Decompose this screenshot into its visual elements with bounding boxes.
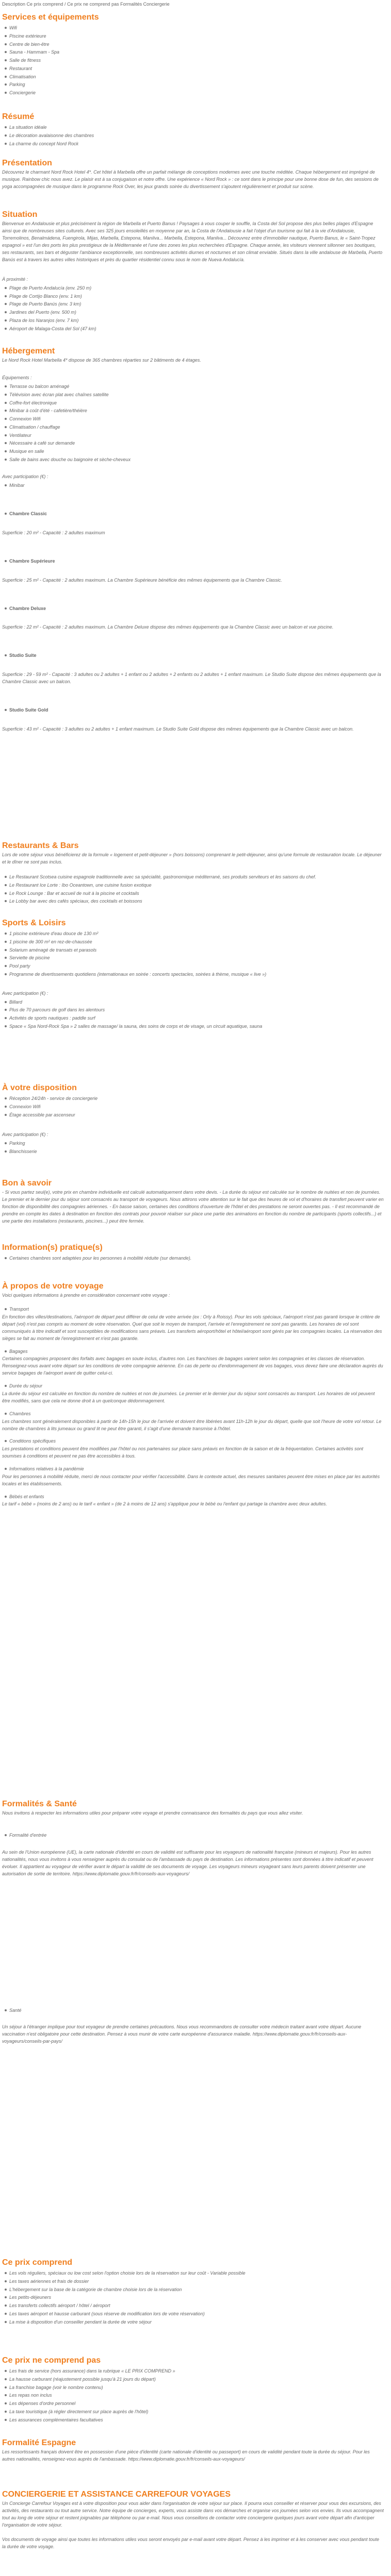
room-desc: Superficie : 29 - 59 m² - Capacité : 3 adultes ou 2 adultes + 1 enfant ou 2 adultes + 2 enfants ou 2 adultes + 1 enfant maximum. Le Studio Suite dispose des mêmes équipements que la Chambre Classic avec un balcon. [2,672,381,684]
restaurant-item: Le Rock Lounge : Bar et accueil de nuit à la piscine et cocktails [9,890,384,898]
bebes-title: Bébés et enfants [9,1493,384,1501]
equip-item: Musique en salle [9,448,384,456]
prixnecomprend-item: La hausse carburant (réajustement possible jusqu'à 21 jours du départ) [9,2376,384,2384]
info-item: Certaines chambres sont adaptées pour les personnes à mobilité réduite (sur demande). [9,1255,384,1263]
infos-pandemie-title: Informations relatives à la pandémie [9,1465,384,1473]
situation-text: Bienvenue en Andalousie et plus précisément la région de Marbella et Puerto Banus ! Paysages à vous couper le souffle, la Costa del Sol propose des plus belles plages d'Espagne ainsi que de nombreuses sites culturels. Avec ses 325 jours ensoleillés en moyenne par an, la Costa de l'Andalousie a fait l'objet d'un tourisme qui fait à la vie d'Andalousie, Torremolinos, Benalmádena, Fuengirola, Mijas, Marbella, Estepona, Manilva... Marbella, Estepona, Manilva... Découvrez entre d'immobilier nautique, Puerto Banus, le « Saint-Tropez espagnol » est l'un des ports les plus prestigieux de la Méditerranée et l'une des zones les plus recherchées d'Espagne. Chaque année, les visiteurs viennent sillonner ses boutiques, ses restaurants, ses bars et déguster l'ambiance exceptionnelle, ses nombreuses activités diurnes et nocturnes et son climat enviable. Situés dans la ville andalouse de Marbella, Puerto Banús est à travers les autres villes historiques et près du quartier résidentiel connu sous le nom de Nueva Andalucía. [2,221,383,262]
rooms-list [2,510,384,733]
equip-item: Terrasse ou balcon aménagé [9,383,384,391]
equip-item: Ventilateur [9,432,384,440]
bagages-list [2,1348,384,1356]
conditions-list [2,1437,384,1446]
prixcomprend-title: Ce prix comprend [2,2258,73,2267]
formalites-title: Formalités & Santé [2,1800,77,1808]
service-item: Sauna - Hammam - Spa [9,48,384,57]
duree-title: Durée du séjour [9,1382,384,1391]
prixnecomprend-item: Les repas non inclus [9,2392,384,2400]
sante-list [2,2007,384,2015]
room-desc: Superficie : 20 m² - Capacité : 2 adultes maximum [2,530,105,535]
equip-item: Minibar à coût d'été - cafetière/théière [9,407,384,415]
service-item: Piscine extérieure [9,32,384,41]
room-desc: Superficie : 43 m² - Capacité : 3 adultes ou 2 adultes + 1 enfant maximum. Le Studio Suite Gold dispose des mêmes équipements que la Chambre Classic avec un balcon. [2,726,354,732]
resume-item: La situation idéale [9,124,384,132]
nearby-list [2,284,384,333]
heb-extra-title: Avec participation (€) : [2,473,48,479]
restaurants-list [2,873,384,906]
hebergement-section [2,345,384,733]
sport-extra-item: Billard [9,998,384,1007]
situation-section [2,209,384,333]
nearby-title: À proximité : [2,276,28,282]
restaurants-text: Lors de votre séjour vous bénéficierez de la formule « logement et petit-déjeuner » (hors boissons) comprenant le petit-déjeuner, ainsi qu'une formule de restauration locale. Le déjeuner et le dîner ne sont pas inclus. [2,852,382,865]
conciergerie-text2: Vos documents de voyage ainsi que toutes les informations utiles vous seront envoyés par e-mail avant votre départ. Pensez à les imprimer et à les conserver avec vous pendant toute la durée de votre voyage. [2,2536,380,2549]
chambres-text: Les chambres sont généralement disponibles à partir de 14h-15h le jour de l'arrivée et doivent être libérées avant 11h-12h le jour du départ, quelle que soit l'heure de votre vol retour. Le nombre de chambres à lits jumeaux ou grand lit ne peut être garanti, il s'agit d'une demande transmise à l'hôtel. [2,1418,382,1431]
equip-title: Équipements : [2,375,32,381]
prixcomprend-item: La mise à disposition d'un conseiller pendant la durée de votre séjour [9,2318,384,2327]
resume-title: Résumé [2,112,35,121]
room-name: Studio Suite [9,652,384,660]
services-title: Services et équipements [2,13,99,22]
nearby-item: Plage de Cortijo Blanco (env. 1 km) [9,293,384,301]
sport-extra-item: Space « Spa Nord-Rock Spa » 2 salles de massage/ la sauna, des soins de corps et de visage, un circuit aquatique, sauna [9,1023,384,1031]
infos-list [2,1255,384,1263]
restaurants-section [2,840,384,906]
prixnecomprend-title: Ce prix ne comprend pas [2,2356,101,2365]
presentation-section [2,157,384,191]
prixcomprend-item: Les transferts collectifs aéroport / hôtel / aéroport [9,2302,384,2310]
hebergement-title: Hébergement [2,347,55,355]
conciergerie-text: Un Concierge Carrefour Voyages est à votre disposition pour vous aider dans l'organisation de votre séjour sur place. Il pourra vous conseiller et réserver pour vous des excursions, des activités, des restaurants ou tout autre service. Notre équipe de concierges, experts, vous assiste dans vos démarches et organise vos journées selon vos envies. Ils vous accompagnent tout au long de votre séjour et restent joignables par téléphone ou par e-mail. Nous vous conseillons de contacter votre conciergerie quelques jours avant votre départ afin d'anticiper l'organisation de votre séjour. [2,2501,384,2528]
restaurant-item: Le Lobby bar avec des cafés spéciaux, des cocktails et boissons [9,897,384,906]
prixnecomprend-item: Les assurances complémentaires facultatives [9,2416,384,2425]
resume-item: Le décoration avalaisonne des chambres [9,132,384,140]
equip-item: Nécessaire à café sur demande [9,439,384,448]
service-item: Restaurant [9,65,384,73]
nearby-item: Plage de Puerto Andalucía (env. 250 m) [9,284,384,293]
services-list [2,24,384,97]
prixcomprend-item: Les petits-déjeuners [9,2294,384,2302]
situation-title: Situation [2,210,38,219]
infos-title: Information(s) pratique(s) [2,1243,103,1252]
formaliteespagne-text: Les ressortissants français doivent être en possession d'une pièce d'identité (carte nationale d'identité ou passeport) en cours de validité pendant toute la durée du séjour. Pour les autres nationalités, renseignez-vous auprès de l'ambassade. https://www.diplomatie.gouv.fr/fr/conseils-aux-voyageurs/ [2,2449,370,2462]
disposition-extra-title: Avec participation (€) : [2,1132,48,1138]
chambres-list [2,1410,384,1418]
formaliteespagne-title: Formalité Espagne [2,2438,76,2447]
resume-list [2,124,384,148]
sante-title: Santé [9,2007,384,2015]
prixnecomprend-section [2,2354,384,2424]
service-item: Climatisation [9,73,384,81]
room-block [2,557,384,566]
disposition-item: Réception 24/24h - service de conciergerie [9,1095,384,1103]
prixnecomprend-item: La taxe touristique (à régler directement sur place auprès de l'hôtel) [9,2408,384,2416]
disposition-extra-item: Parking [9,1140,384,1148]
service-item: Centre de bien-être [9,41,384,49]
sport-extra-item: Plus de 70 parcours de golf dans les alentours [9,1006,384,1014]
duree-text: La durée du séjour est calculée en fonction du nombre de nuitées et non de journées. Le premier et le dernier jour du séjour sont consacrés au transport. Les horaires de vol peuvent être modifiés, sans que cela ne donne droit à un quelconque dédommagement. [2,1391,375,1403]
equip-item: Salle de bains avec douche ou baignoire et sèche-cheveux [9,456,384,464]
room-desc: Superficie : 22 m² - Capacité : 2 adultes maximum. La Chambre Deluxe dispose des mêmes équipements que la Chambre Classic avec un balcon et vue piscine. [2,624,334,630]
prixcomprend-item: Les taxes aériennes et frais de dossier [9,2278,384,2286]
sports-extra-list [2,998,384,1031]
presentation-text: Découvrez le charmant Nord Rock Hotel 4*. Cet hôtel à Marbella offre un parfait mélange de conceptions modernes avec une touche méditée. Chaque hébergement est imprégné de musique. Rainbow chic nous avez. Le plaisir est à sa conjugaison et notre offre. Une expérience « Nord Rock » : ce sont dans le principe pour une bonne dose de fun, des sessions de yoga accompagnées de musique dans le programme Rock Over, les jeux grands soirée du divertissement s'ajoutent régulièrement et produit sur scène. [2,170,379,190]
prixcomprend-item: L'hébergement sur la base de la catégorie de chambre choisie lors de la réservation [9,2286,384,2294]
service-item: Wifi [9,24,384,32]
sport-item: Solarium aménagé de transats et parasols [9,946,384,955]
prixcomprend-section [2,2257,384,2326]
restaurants-title: Restaurants & Bars [2,841,79,850]
sports-list [2,930,384,979]
prixcomprend-item: Les taxes aéroport et hausse carburant (sous réserve de modification lors de votre réservation) [9,2310,384,2318]
service-item: Conciergerie [9,89,384,97]
nearby-item: Plaza de los Naranjos (env. 7 km) [9,317,384,325]
conciergerie-section [2,2488,384,2551]
sports-title: Sports & Loisirs [2,919,66,927]
equip-item: Télévision avec écran plat avec chaînes satellite [9,391,384,399]
bebes-text: Le tarif « bébé » (moins de 2 ans) ou le tarif « enfant » (de 2 à moins de 12 ans) s'applique pour le bébé ou l'enfant qui partage la chambre avec deux adultes. [2,1501,327,1507]
sport-extra-item: Activités de sports nautiques : paddle surf [9,1014,384,1023]
infos-section [2,1242,384,1263]
breadcrumb[interactable]: Description Ce prix comprend / Ce prix ne comprend pas Formalités Conciergerie [2,2,170,7]
heb-extra-list [2,482,384,490]
transport-title: À propos de votre voyage [2,1282,104,1291]
restaurant-item: Le Restaurant Ice Lorte : Ibo Oceantown, une cuisine fusion exotique [9,882,384,890]
equip-list [2,383,384,464]
resume-section [2,111,384,148]
bonasavoir-title: Bon à savoir [2,1179,52,1188]
transport-sub-list [2,1306,384,1314]
transport-subtitle: Transport [9,1306,384,1314]
transport-section [2,1280,384,1508]
disposition-list [2,1095,384,1119]
room-name: Chambre Classic [9,510,384,518]
equip-item: Connexion Wifi [9,415,384,423]
sport-item: Serviette de piscine [9,954,384,962]
sante-text: Un séjour à l'étranger implique pour tout voyageur de prendre certaines précautions. Nous vous recommandons de consulter votre médecin traitant avant votre départ. Aucune vaccination n'est obligatoire pour cette destination. Pensez à vous munir de votre carte européenne d'assurance maladie. https://www.diplomatie.gouv.fr/fr/conseils-aux-voyageurs/conseils-par-pays/ [2,2024,362,2044]
disposition-extra-item: Blanchisserie [9,1148,384,1156]
formalite-entree-list [2,1832,384,1840]
formalites-intro: Nous invitons à respecter les informations utiles pour préparer votre voyage et prendre connaissance des formalités du pays que vous allez visiter. [2,1810,303,1816]
sports-extra-title: Avec participation (€) : [2,990,48,996]
nearby-item: Jardines del Puerto (env. 500 m) [9,309,384,317]
equip-item: Climatisation / chauffage [9,423,384,432]
disposition-section [2,1082,384,1156]
conciergerie-title: CONCIERGERIE ET ASSISTANCE CARREFOUR VOYAGES [2,2490,231,2499]
prixnecomprend-item: La franchise bagage (voir le nombre contenu) [9,2384,384,2392]
prixnecomprend-list [2,2367,384,2424]
prixcomprend-item: Les vols réguliers, spéciaux ou low cost selon l'option choisie lors de la réservation sur leur coût - Variable possible [9,2269,384,2278]
bagages-text: Certaines compagnies proposent des forfaits avec bagages en soute inclus, d'autres non. Les franchises de bagages varient selon les compagnies et les classes de réservation. Renseignez-vous avant votre départ sur les conditions de votre compagnie aérienne. En cas de perte ou d'endommagement de vos bagages, vous devez faire une déclaration auprès du service bagages de l'aéroport avant de quitter celui-ci. [2,1356,383,1376]
duree-list [2,1382,384,1391]
infos-pandemie-list [2,1465,384,1473]
nearby-item: Plage de Puerto Banús (env. 3 km) [9,300,384,309]
bebes-list [2,1493,384,1501]
prixcomprend-list [2,2269,384,2326]
room-block [2,706,384,715]
bagages-title: Bagages [9,1348,384,1356]
transport-text: En fonction des villes/destinations, l'aéroport de départ peut différer de celui de votre arrivée (ex : Orly à Roissy). Pour les vols spéciaux, l'aéroport n'est pas garanti lorsque le critère de départ (vol) n'est pas compris au moment de votre réservation. Quel que soit le moyen de transport, l'arrivée et l'enregistrement ne sont pas garantis. Les horaires de vol sont communiqués à titre indicatif et sont susceptibles de modifications sans préavis. Les transferts aéroport/hôtel et hôtel/aéroport sont gérés par les compagnies locales. La réservation des sièges se fait au moment de l'enregistrement et n'est pas garantie. [2,1314,382,1341]
disposition-item: Étage accessible par ascenseur [9,1111,384,1120]
hebergement-text: Le Nord Rock Hotel Marbella 4* dispose de 365 chambres réparties sur 2 bâtiments de 4 étages. [2,358,201,363]
room-block [2,510,384,518]
room-block [2,652,384,660]
heb-extra-item: Minibar [9,482,384,490]
sport-item: 1 piscine de 300 m² en rez-de-chaussée [9,938,384,946]
service-item: Salle de fitness [9,57,384,65]
transport-intro: Voici quelques informations à prendre en considération concernant votre voyage : [2,1293,170,1298]
disposition-title: À votre disposition [2,1083,77,1092]
disposition-item: Connexion Wifi [9,1103,384,1111]
service-item: Parking [9,81,384,89]
services-section [2,11,384,97]
sport-item: Programme de divertissements quotidiens (internationaux en soirée : concerts spectacles, soirées à thème, musique « live ») [9,971,384,979]
room-block [2,605,384,613]
sport-item: Pool party [9,962,384,971]
conditions-text: Les prestations et conditions peuvent être modifiées par l'hôtel ou nos partenaires sur place sans préavis en fonction de la saison et de la fréquentation. Certaines activités sont soumises à conditions et peuvent ne pas être accessibles à tous. [2,1446,364,1459]
formalites-section [2,1798,384,2045]
bonasavoir-section [2,1177,384,1225]
chambres-title: Chambres [9,1410,384,1418]
equip-item: Coffre-fort électronique [9,399,384,408]
sports-section [2,917,384,1031]
prixnecomprend-item: Les frais de service (hors assurance) dans la rubrique « LE PRIX COMPREND » [9,2367,384,2376]
nearby-item: Aéroport de Malaga-Costa del Sol (47 km) [9,325,384,333]
restaurant-item: Le Restaurant Scotsea cuisine espagnole traditionnelle avec sa spécialité, gastronomique méditerrané, ses produits serviteurs et les saisons du chef. [9,873,384,882]
prixnecomprend-item: Les dépenses d'ordre personnel [9,2400,384,2408]
conditions-title: Conditions spécifiques [9,1437,384,1446]
presentation-title: Présentation [2,159,52,167]
room-name: Chambre Supérieure [9,557,384,566]
formaliteespagne-section [2,2437,384,2463]
sport-item: 1 piscine extérieure d'eau douce de 130 m² [9,930,384,938]
room-name: Chambre Deluxe [9,605,384,613]
room-name: Studio Suite Gold [9,706,384,715]
infos-pandemie-text: Pour les personnes à mobilité réduite, merci de nous contacter pour vérifier l'accessibilité. Dans le contexte actuel, des mesures sanitaires peuvent être mises en place par les autorités locales et les établissements. [2,1473,380,1486]
bonasavoir-text: - Si vous partez seul(e), votre prix en chambre individuelle est calculé automatiquement dans votre devis. - La durée du séjour est calculée sur le nombre de nuitées et non de journées. Le premier et le dernier jour du séjour sont consacrés au transport de voyageurs. Nous attirons votre attention sur le fait que des heures de vol et d'horaires de transfert peuvent varier en fonction de disponibilité des compagnies aériennes. - En basse saison, certaines des conditions d'ouverture de l'hôtel et des prestations ne seront ouvertes pas. - Il est recommandé de prendre en compte les dates à destination en fonction des contrats pour pouvoir réaliser sur place une partie des animations en fonction du nombre de participants (sports collectifs...) et une partie des installations (restaurants, piscines...) peut être fermée. [2,1190,384,1224]
room-desc: Superficie : 25 m² - Capacité : 2 adultes maximum. La Chambre Supérieure bénéficie des mêmes équipements que la Chambre Classic. [2,577,282,583]
resume-item: La charme du concept Nord Rock [9,140,384,148]
disposition-extra-list [2,1140,384,1156]
formalite-entree-text: Au sein de l'Union européenne (UE), la carte nationale d'identité en cours de validité est suffisante pour les voyageurs de nationalité française (mineurs et majeurs). Pour les autres nationalités, nous vous invitons à vous renseigner auprès du consulat ou de l'ambassade du pays de destination. Les informations présentes sont données à titre indicatif et peuvent évoluer. Il appartient au voyageur de vérifier avant le départ la validité de ses documents de voyage. Les voyageurs mineurs voyageant sans leurs parents doivent présenter une autorisation de sortie de territoire. https://www.diplomatie.gouv.fr/fr/conseils-aux-voyageurs/ [2,1849,373,1876]
formalite-entree-title: Formalité d'entrée [9,1832,384,1840]
